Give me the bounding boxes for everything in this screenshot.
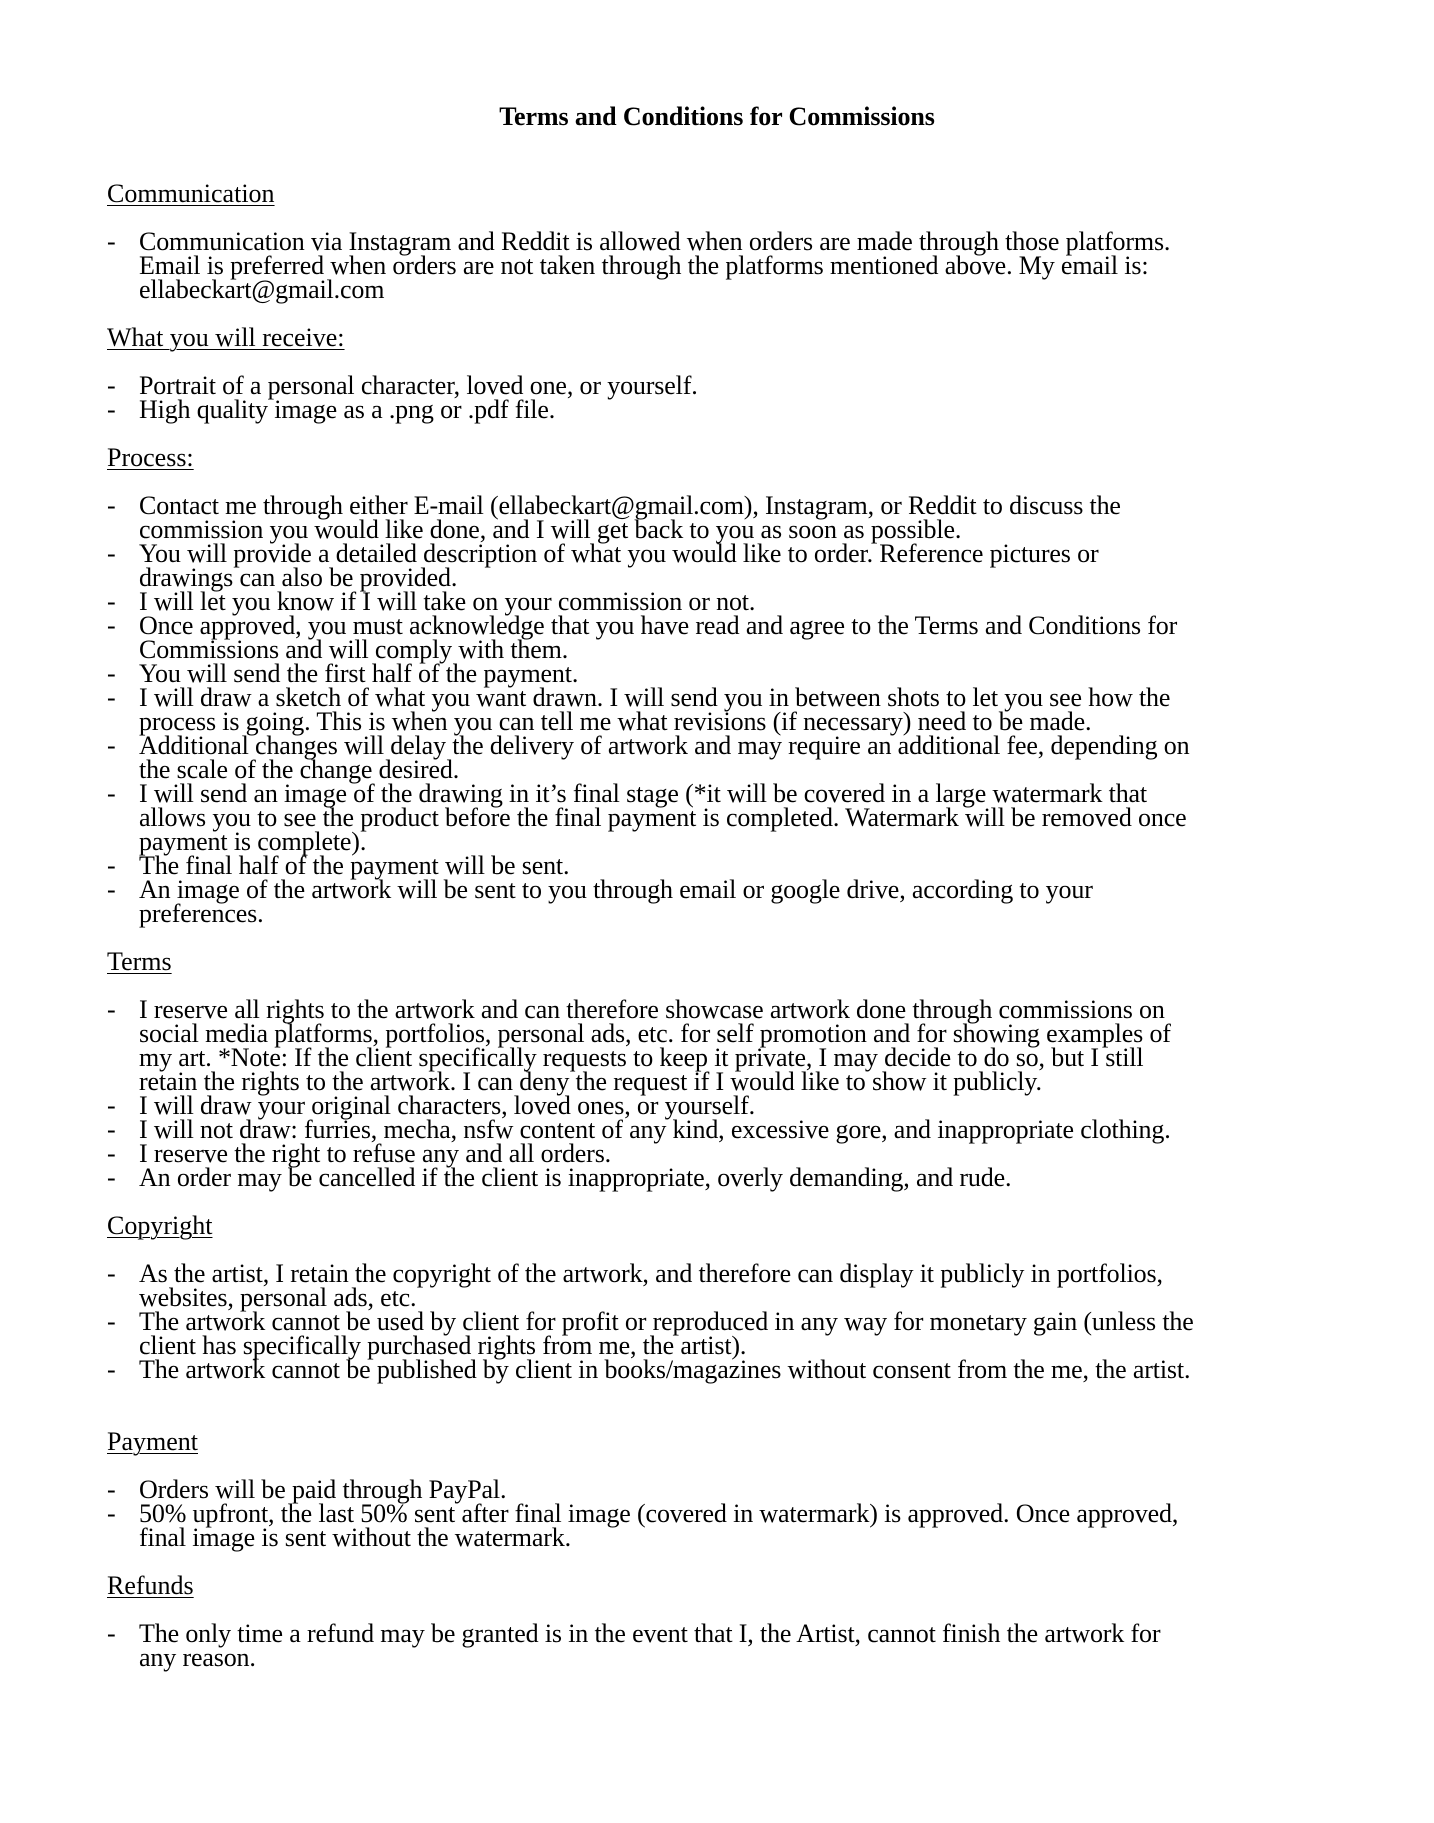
dash-bullet-icon: - <box>107 1091 116 1120</box>
list-item-text-line: I will not draw: furries, mecha, nsfw content of any kind, excessive gore, and inappropriate clothing. <box>139 1115 1171 1144</box>
dash-bullet-icon: - <box>107 611 116 640</box>
list-item <box>107 1259 1337 1312</box>
list-item-text-line: I reserve all rights to the artwork and can therefore showcase artwork done through commissions on <box>139 995 1165 1024</box>
list-item-text-line: any reason. <box>139 1643 256 1672</box>
list-item-text-line: The artwork cannot be published by client in books/magazines without consent from the me, the artist. <box>139 1355 1191 1384</box>
list-item-text-line: social media platforms, portfolios, personal ads, etc. for self promotion and for showing examples of <box>139 1019 1171 1048</box>
list-item <box>107 683 1337 736</box>
section-refunds <box>107 1571 1337 1672</box>
dash-bullet-icon: - <box>107 491 116 520</box>
dash-bullet-icon: - <box>107 1355 116 1384</box>
list-item <box>107 1163 1337 1192</box>
dash-bullet-icon: - <box>107 1115 116 1144</box>
list-item-text-line: my art. *Note: If the client specifically requests to keep it private, I may decide to do so, but I still <box>139 1043 1144 1072</box>
list-item-text-line: The only time a refund may be granted is in the event that I, the Artist, cannot finish the artwork for <box>139 1619 1161 1648</box>
list-item-text-line: commission you would like done, and I will get back to you as soon as possible. <box>139 515 962 544</box>
list-item-text-line: Additional changes will delay the delivery of artwork and may require an additional fee, depending on <box>139 731 1190 760</box>
section-copyright <box>107 1211 1337 1384</box>
list-item <box>107 491 1337 544</box>
dash-bullet-icon: - <box>107 539 116 568</box>
dash-bullet-icon: - <box>107 851 116 880</box>
list-item-text-line: preferences. <box>139 899 264 928</box>
section-heading: Copyright <box>107 1211 213 1240</box>
section-process <box>107 443 1337 928</box>
list-item-text-line: Portrait of a personal character, loved one, or yourself. <box>139 371 698 400</box>
list-item-text-line: An image of the artwork will be sent to you through email or google drive, according to your <box>139 875 1093 904</box>
dash-bullet-icon: - <box>107 1499 116 1528</box>
dash-bullet-icon: - <box>107 731 116 760</box>
bullet-list <box>107 995 1337 1192</box>
document-body <box>107 179 1337 1694</box>
list-item-text-line: I will let you know if I will take on your commission or not. <box>139 587 756 616</box>
list-item-text-line: Contact me through either E-mail (ellabeckart@gmail.com), Instagram, or Reddit to discuss the <box>139 491 1121 520</box>
section-communication <box>107 179 1337 304</box>
dash-bullet-icon: - <box>107 659 116 688</box>
list-item <box>107 395 1337 424</box>
list-item-text-line: I reserve the right to refuse any and all orders. <box>139 1139 612 1168</box>
list-item-text-line: allows you to see the product before the final payment is completed. Watermark will be removed once <box>139 803 1187 832</box>
dash-bullet-icon: - <box>107 395 116 424</box>
bullet-list <box>107 1475 1337 1552</box>
list-item-text-line: ellabeckart@gmail.com <box>139 275 385 304</box>
list-item <box>107 227 1337 304</box>
list-item-text-line: You will send the first half of the payment. <box>139 659 579 688</box>
list-item-text-line: I will send an image of the drawing in it’s final stage (*it will be covered in a large watermark that <box>139 779 1148 808</box>
list-item <box>107 539 1337 592</box>
dash-bullet-icon: - <box>107 1307 116 1336</box>
list-item-text-line: The artwork cannot be used by client for profit or reproduced in any way for monetary gain (unless the <box>139 1307 1194 1336</box>
document-title: Terms and Conditions for Commissions <box>499 102 935 131</box>
dash-bullet-icon: - <box>107 1259 116 1288</box>
section-heading: What you will receive: <box>107 323 345 352</box>
section-heading: Communication <box>107 179 275 208</box>
section-heading: Payment <box>107 1427 198 1456</box>
list-item <box>107 1619 1337 1672</box>
list-item <box>107 1307 1337 1360</box>
list-item-text-line: the scale of the change desired. <box>139 755 460 784</box>
list-item-text-line: client has specifically purchased rights from me, the artist). <box>139 1331 747 1360</box>
list-item <box>107 779 1337 856</box>
dash-bullet-icon: - <box>107 1475 116 1504</box>
list-item-text-line: You will provide a detailed description of what you would like to order. Reference pictures or <box>139 539 1099 568</box>
list-item <box>107 611 1337 664</box>
section-heading: Refunds <box>107 1571 194 1600</box>
bullet-list <box>107 227 1337 304</box>
dash-bullet-icon: - <box>107 995 116 1024</box>
section-heading: Process: <box>107 443 194 472</box>
list-item-text-line: process is going. This is when you can tell me what revisions (if necessary) need to be made. <box>139 707 1092 736</box>
list-item-text-line: websites, personal ads, etc. <box>139 1283 417 1312</box>
dash-bullet-icon: - <box>107 227 116 256</box>
list-item <box>107 1499 1337 1552</box>
dash-bullet-icon: - <box>107 779 116 808</box>
section-what-you-will-receive <box>107 323 1337 424</box>
dash-bullet-icon: - <box>107 875 116 904</box>
list-item-text-line: Once approved, you must acknowledge that you have read and agree to the Terms and Conditions for <box>139 611 1178 640</box>
list-item-text-line: I will draw your original characters, loved ones, or yourself. <box>139 1091 755 1120</box>
section-heading: Terms <box>107 947 172 976</box>
dash-bullet-icon: - <box>107 1163 116 1192</box>
list-item-text-line: An order may be cancelled if the client is inappropriate, overly demanding, and rude. <box>139 1163 1012 1192</box>
list-item-text-line: 50% upfront, the last 50% sent after final image (covered in watermark) is approved. Once approved, <box>139 1499 1179 1528</box>
list-item-text-line: payment is complete). <box>139 827 367 856</box>
list-item-text-line: Communication via Instagram and Reddit is allowed when orders are made through those platforms. <box>139 227 1171 256</box>
dash-bullet-icon: - <box>107 371 116 400</box>
dash-bullet-icon: - <box>107 1139 116 1168</box>
bullet-list <box>107 491 1337 928</box>
dash-bullet-icon: - <box>107 1619 116 1648</box>
list-item-text-line: retain the rights to the artwork. I can deny the request if I would like to show it publicly. <box>139 1067 1042 1096</box>
list-item-text-line: Commissions and will comply with them. <box>139 635 569 664</box>
section-payment <box>107 1427 1337 1552</box>
list-item-text-line: High quality image as a .png or .pdf file. <box>139 395 556 424</box>
list-item <box>107 1355 1337 1384</box>
list-item-text-line: final image is sent without the watermark. <box>139 1523 571 1552</box>
list-item-text-line: I will draw a sketch of what you want drawn. I will send you in between shots to let you see how the <box>139 683 1171 712</box>
bullet-list <box>107 1259 1337 1384</box>
list-item-text-line: drawings can also be provided. <box>139 563 458 592</box>
list-item-text-line: Orders will be paid through PayPal. <box>139 1475 507 1504</box>
bullet-list <box>107 371 1337 424</box>
list-item-text-line: As the artist, I retain the copyright of the artwork, and therefore can display it publicly in portfolios, <box>139 1259 1163 1288</box>
list-item <box>107 731 1337 784</box>
list-item-text-line: Email is preferred when orders are not taken through the platforms mentioned above. My email is: <box>139 251 1149 280</box>
list-item-text-line: The final half of the payment will be sent. <box>139 851 570 880</box>
list-item <box>107 995 1337 1096</box>
section-terms <box>107 947 1337 1192</box>
list-item <box>107 875 1337 928</box>
bullet-list <box>107 1619 1337 1672</box>
dash-bullet-icon: - <box>107 587 116 616</box>
dash-bullet-icon: - <box>107 683 116 712</box>
